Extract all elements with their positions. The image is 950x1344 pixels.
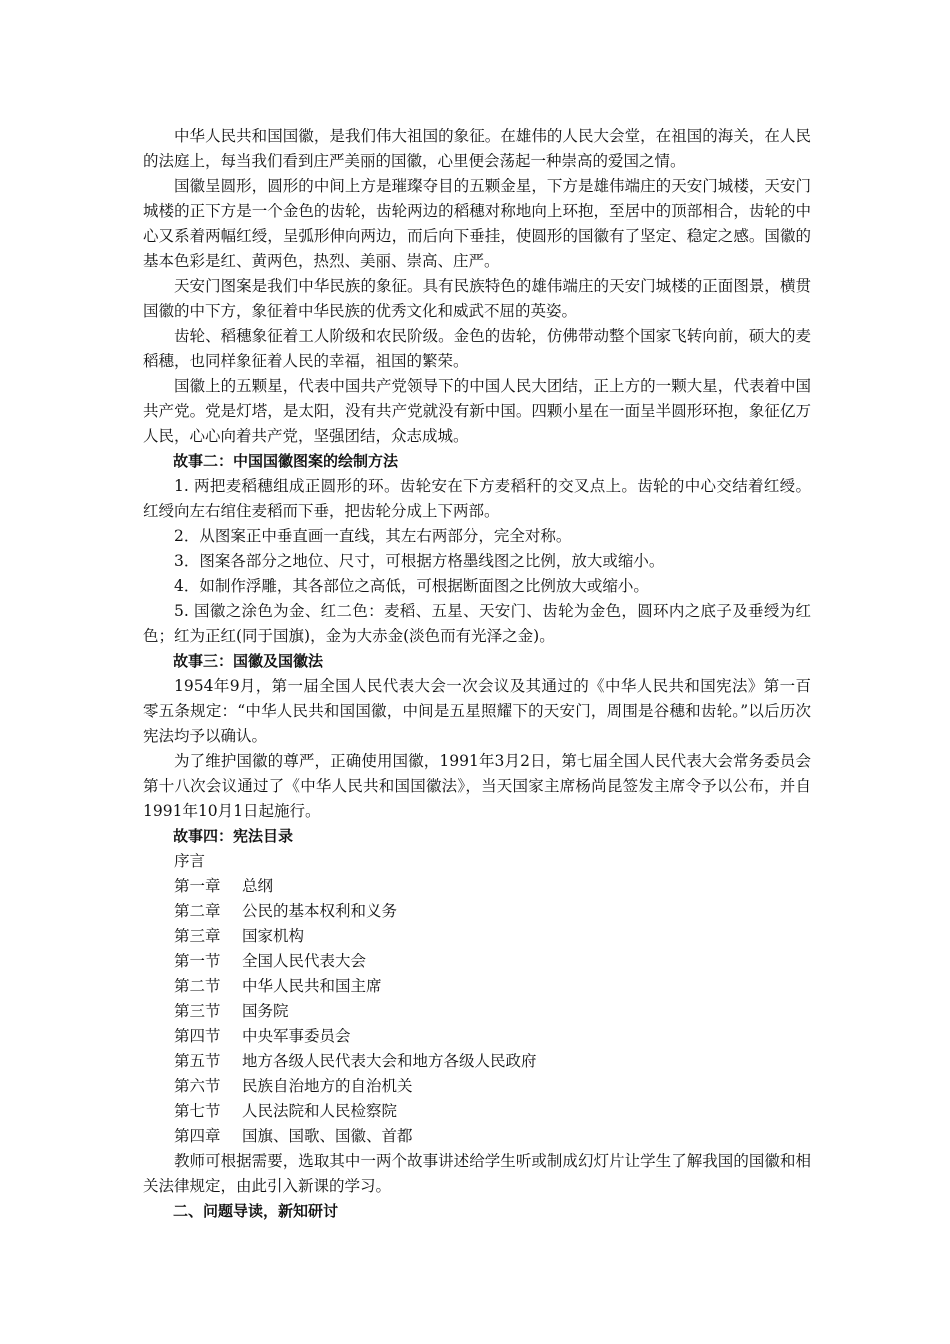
toc-item-number: 第四节 [174,1027,221,1045]
toc-item [143,999,811,1024]
toc-item [143,1074,811,1099]
heading-story-three: 故事三：国徽及国徽法 [173,652,324,670]
paragraph-drawing-step-1: 1. 两把麦稻穗组成正圆形的环。齿轮安在下方麦稻秆的交叉点上。齿轮的中心交结着红绶。红绶向左右绾住麦稻而下垂，把齿轮分成上下两部。 [143,477,811,520]
heading-story-two: 故事二：中国国徽图案的绘制方法 [173,452,399,470]
toc-item [143,874,811,899]
paragraph-drawing-step-5: 5. 国徽之涂色为金、红二色：麦稻、五星、天安门、齿轮为金色，圆环内之底子及垂绶为红色；红为正红(同于国旗)，金为大赤金(淡色而有光泽之金)。 [143,602,811,645]
toc-preface: 序言 [174,852,206,870]
toc-item-title: 国旗、国歌、国徽、首都 [242,1127,413,1145]
paragraph-drawing-step-2: 2．从图案正中垂直画一直线，其左右两部分，完全对称。 [174,527,572,545]
toc-item-title: 国务院 [242,1002,289,1020]
toc-item-title: 民族自治地方的自治机关 [242,1077,413,1095]
toc-item-number: 第五节 [174,1052,221,1070]
toc-item [143,949,811,974]
toc-item-title: 公民的基本权利和义务 [242,902,398,920]
toc-item-number: 第三节 [174,1002,221,1020]
heading-story-four: 故事四：宪法目录 [173,827,294,845]
toc-item-number: 第六节 [174,1077,221,1095]
toc-list [143,874,811,1149]
document-page [143,124,811,1224]
paragraph-drawing-step-3: 3．图案各部分之地位、尺寸，可根据方格墨线图之比例，放大或缩小。 [174,552,665,570]
paragraph-teacher-note: 教师可根据需要，选取其中一两个故事讲述给学生听或制成幻灯片让学生了解我国的国徽和相关法律规定，由此引入新课的学习。 [143,1152,811,1195]
toc-item-title: 国家机构 [242,927,305,945]
toc-item-number: 第二节 [174,977,221,995]
toc-item-number: 第七节 [174,1102,221,1120]
toc-item [143,1124,811,1149]
toc-item-number: 第四章 [174,1127,221,1145]
toc-item [143,974,811,999]
toc-item-number: 第二章 [174,902,221,920]
paragraph-intro: 中华人民共和国国徽，是我们伟大祖国的象征。在雄伟的人民大会堂，在祖国的海关，在人民的法庭上，每当我们看到庄严美丽的国徽，心里便会荡起一种崇高的爱国之情。 [143,127,811,170]
toc-item-number: 第三章 [174,927,221,945]
paragraph-five-stars: 国徽上的五颗星，代表中国共产党领导下的中国人民大团结，正上方的一颗大星，代表着中国共产党。党是灯塔，是太阳，没有共产党就没有新中国。四颗小星在一面呈半圆形环抱，象征亿万人民，心心向着共产党，坚强团结，众志成城。 [143,377,811,445]
toc-item [143,899,811,924]
toc-item-number: 第一节 [174,952,221,970]
heading-section-two: 二、问题导读，新知研讨 [173,1202,339,1220]
toc-item-title: 人民法院和人民检察院 [242,1102,398,1120]
toc-item-title: 中华人民共和国主席 [242,977,382,995]
toc-item-number: 第一章 [174,877,221,895]
paragraph-tiananmen: 天安门图案是我们中华民族的象征。具有民族特色的雄伟端庄的天安门城楼的正面图景，横贯国徽的中下方，象征着中华民族的优秀文化和威武不屈的英姿。 [143,277,811,320]
paragraph-emblem-law-1991: 为了维护国徽的尊严，正确使用国徽，1991年3月2日，第七届全国人民代表大会常务委员会第十八次会议通过了《中华人民共和国国徽法》，当天国家主席杨尚昆签发主席令予以公布，并自1991年10月1日起施行。 [143,752,811,820]
paragraph-drawing-step-4: 4．如制作浮雕，其各部位之高低，可根据断面图之比例放大或缩小。 [174,577,649,595]
toc-item-title: 中央军事委员会 [242,1027,351,1045]
toc-item [143,1024,811,1049]
toc-item [143,924,811,949]
toc-item [143,1049,811,1074]
toc-item-title: 全国人民代表大会 [242,952,367,970]
paragraph-emblem-shape: 国徽呈圆形，圆形的中间上方是璀璨夺目的五颗金星，下方是雄伟端庄的天安门城楼，天安门城楼的正下方是一个金色的齿轮，齿轮两边的稻穗对称地向上环抱，至居中的顶部相合，齿轮的中心又系着两幅红绶，呈弧形伸向两边，而后向下垂挂，使圆形的国徽有了坚定、稳定之感。国徽的基本色彩是红、黄两色，热烈、美丽、崇高、庄严。 [143,177,811,270]
toc-item-title: 总纲 [242,877,274,895]
toc-item [143,1099,811,1124]
toc-item-title: 地方各级人民代表大会和地方各级人民政府 [242,1052,537,1070]
paragraph-gear-grain: 齿轮、稻穗象征着工人阶级和农民阶级。金色的齿轮，仿佛带动整个国家飞转向前，硕大的麦稻穗，也同样象征着人民的幸福，祖国的繁荣。 [143,327,811,370]
paragraph-constitution-1954: 1954年9月，第一届全国人民代表大会一次会议及其通过的《中华人民共和国宪法》第一百零五条规定：“中华人民共和国国徽，中间是五星照耀下的天安门，周围是谷穗和齿轮。”以后历次宪法均予以确认。 [143,677,811,745]
